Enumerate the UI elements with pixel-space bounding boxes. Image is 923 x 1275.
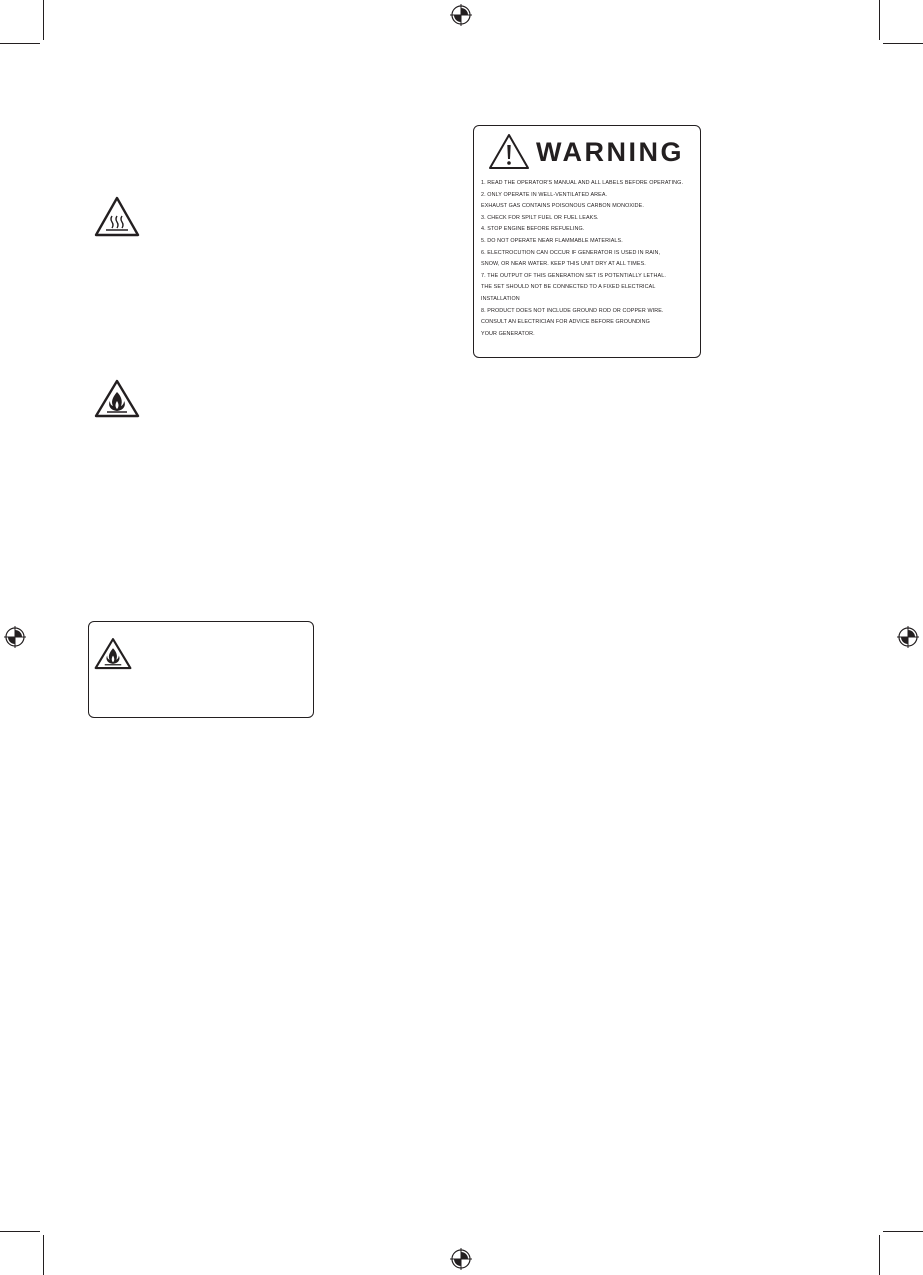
warning-header (488, 133, 684, 171)
crop-mark-bottom-right-vertical (879, 1235, 880, 1275)
warning-line: EXHAUST GAS CONTAINS POISONOUS CARBON MONOXIDE. (481, 203, 644, 210)
crop-mark-bottom-left-horizontal (0, 1231, 40, 1232)
exclamation-warning-icon (488, 133, 530, 171)
registration-mark-icon (897, 626, 919, 648)
warning-line: 5. DO NOT OPERATE NEAR FLAMMABLE MATERIALS. (481, 237, 623, 244)
warning-line: 6. ELECTROCUTION CAN OCCUR IF GENERATOR IS USED IN RAIN, (481, 249, 661, 256)
warning-line: SNOW, OR NEAR WATER. KEEP THIS UNIT DRY AT ALL TIMES. (481, 261, 646, 268)
warning-list (481, 178, 696, 340)
warning-line: 4. STOP ENGINE BEFORE REFUELING. (481, 226, 585, 233)
hot-surface-warning-icon (94, 196, 140, 238)
warning-title: WARNING (536, 136, 684, 167)
flammable-warning-icon (94, 636, 132, 672)
warning-line: 8. PRODUCT DOES NOT INCLUDE GROUND ROD OR COPPER WIRE. (481, 307, 664, 314)
flammable-notice-box (88, 621, 314, 718)
crop-mark-top-right-horizontal (883, 43, 923, 44)
flammable-warning-icon (94, 379, 140, 419)
warning-line: 7. THE OUTPUT OF THIS GENERATION SET IS POTENTIALLY LETHAL. (481, 272, 666, 279)
crop-mark-top-left-vertical (43, 0, 44, 40)
registration-mark-icon (4, 626, 26, 648)
warning-line: 3. CHECK FOR SPILT FUEL OR FUEL LEAKS. (481, 214, 599, 221)
crop-mark-top-left-horizontal (0, 43, 40, 44)
registration-mark-icon (450, 1248, 472, 1270)
crop-mark-bottom-right-horizontal (883, 1231, 923, 1232)
warning-line: 2. ONLY OPERATE IN WELL-VENTILATED AREA. (481, 191, 608, 198)
warning-line: THE SET SHOULD NOT BE CONNECTED TO A FIXED ELECTRICAL (481, 284, 656, 291)
warning-line: YOUR GENERATOR. (481, 330, 535, 337)
generator-warning-label (473, 125, 701, 358)
warning-line: CONSULT AN ELECTRICIAN FOR ADVICE BEFORE GROUNDING (481, 319, 650, 326)
crop-mark-top-right-vertical (879, 0, 880, 40)
warning-line: INSTALLATION (481, 295, 520, 302)
registration-mark-icon (450, 4, 472, 26)
crop-mark-bottom-left-vertical (43, 1235, 44, 1275)
warning-line: 1. READ THE OPERATOR'S MANUAL AND ALL LABELS BEFORE OPERATING. (481, 180, 684, 186)
